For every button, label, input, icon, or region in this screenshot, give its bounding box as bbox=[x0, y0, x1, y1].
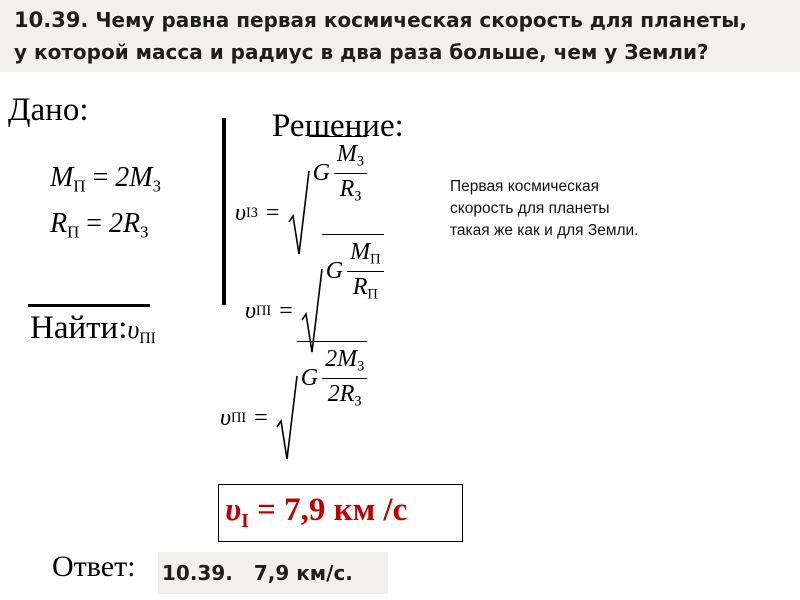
denominator: 2R bbox=[327, 381, 355, 407]
equals-sign: = bbox=[92, 162, 109, 193]
denominator-subscript: З bbox=[354, 188, 362, 205]
result-text bbox=[225, 492, 407, 533]
velocity-symbol: υ bbox=[220, 404, 232, 431]
answer-line bbox=[162, 561, 353, 585]
radicand bbox=[297, 341, 368, 410]
fraction bbox=[322, 346, 367, 410]
denominator: R bbox=[352, 274, 368, 300]
problem-statement bbox=[0, 0, 800, 72]
problem-line-1 bbox=[14, 8, 747, 32]
mass-symbol: M bbox=[50, 162, 74, 193]
answer-title: Ответ: bbox=[52, 550, 136, 583]
fraction bbox=[347, 239, 383, 303]
formula-substituted bbox=[220, 346, 367, 461]
problem-text-1: Чему равна первая космическая скорость для планеты, bbox=[95, 8, 747, 32]
velocity-symbol: υ bbox=[235, 199, 247, 226]
velocity-symbol: υ bbox=[225, 492, 242, 528]
note-line-1: Первая космическая bbox=[450, 178, 599, 195]
given-radius-equation bbox=[50, 208, 149, 242]
velocity-subscript: ПI bbox=[231, 409, 247, 426]
note-line-3: такая же как и для Земли. bbox=[450, 222, 639, 239]
explanation-note bbox=[450, 176, 720, 242]
earth-radius-term: 2R bbox=[109, 208, 141, 239]
velocity-subscript: ПI bbox=[139, 329, 156, 347]
radius-symbol: R bbox=[50, 208, 68, 239]
answer-value: 7,9 км/с. bbox=[253, 561, 353, 585]
denominator-subscript: З bbox=[354, 393, 362, 410]
problem-number: 10.39. bbox=[14, 8, 89, 32]
radicand bbox=[309, 136, 368, 205]
note-line-2: скорость для планеты bbox=[450, 200, 610, 217]
vertical-divider bbox=[222, 118, 226, 305]
given-title: Дано: bbox=[8, 92, 89, 128]
velocity-symbol: υ bbox=[245, 297, 257, 324]
denominator-subscript: П bbox=[367, 286, 378, 303]
radical-sign bbox=[276, 375, 298, 461]
result-value: = 7,9 км /с bbox=[248, 492, 408, 528]
answer-scan bbox=[158, 552, 388, 594]
find-title: Найти: bbox=[30, 310, 128, 346]
equals-sign: = bbox=[86, 208, 103, 239]
numerator: 2M bbox=[325, 346, 358, 373]
radical-sign bbox=[288, 170, 310, 256]
answer-number: 10.39. bbox=[162, 561, 233, 585]
equals-sign: = bbox=[266, 199, 280, 226]
problem-line-2: у которой масса и радиус в два раза больше, чем у Земли? bbox=[14, 40, 709, 64]
fraction bbox=[334, 141, 367, 205]
earth-mass-term: 2M bbox=[115, 162, 153, 193]
earth-radius-subscript: З bbox=[140, 222, 149, 242]
mass-subscript: П bbox=[73, 176, 86, 196]
find-section bbox=[30, 310, 156, 348]
denominator: R bbox=[339, 176, 355, 202]
radicand bbox=[322, 234, 384, 303]
given-mass-equation bbox=[50, 162, 161, 196]
numerator-subscript: П bbox=[370, 252, 381, 268]
earth-mass-subscript: З bbox=[152, 176, 161, 196]
equals-sign: = bbox=[254, 404, 268, 431]
gravity-constant: G bbox=[312, 160, 330, 186]
solution-title: Решение: bbox=[272, 108, 404, 144]
numerator-subscript: З bbox=[356, 154, 365, 170]
gravity-constant: G bbox=[325, 258, 344, 284]
velocity-symbol: υ bbox=[127, 315, 140, 344]
numerator: M bbox=[336, 141, 357, 168]
divider-line bbox=[28, 304, 150, 307]
numerator: M bbox=[350, 239, 371, 266]
velocity-subscript: ПI bbox=[256, 302, 272, 319]
gravity-constant: G bbox=[300, 365, 319, 391]
velocity-subscript: IЗ bbox=[246, 204, 259, 221]
velocity-subscript: I bbox=[241, 509, 249, 532]
numerator-subscript: З bbox=[357, 359, 365, 375]
find-variable bbox=[127, 315, 156, 347]
radius-subscript: П bbox=[67, 222, 80, 242]
result-box bbox=[218, 484, 463, 542]
equals-sign: = bbox=[279, 297, 293, 324]
